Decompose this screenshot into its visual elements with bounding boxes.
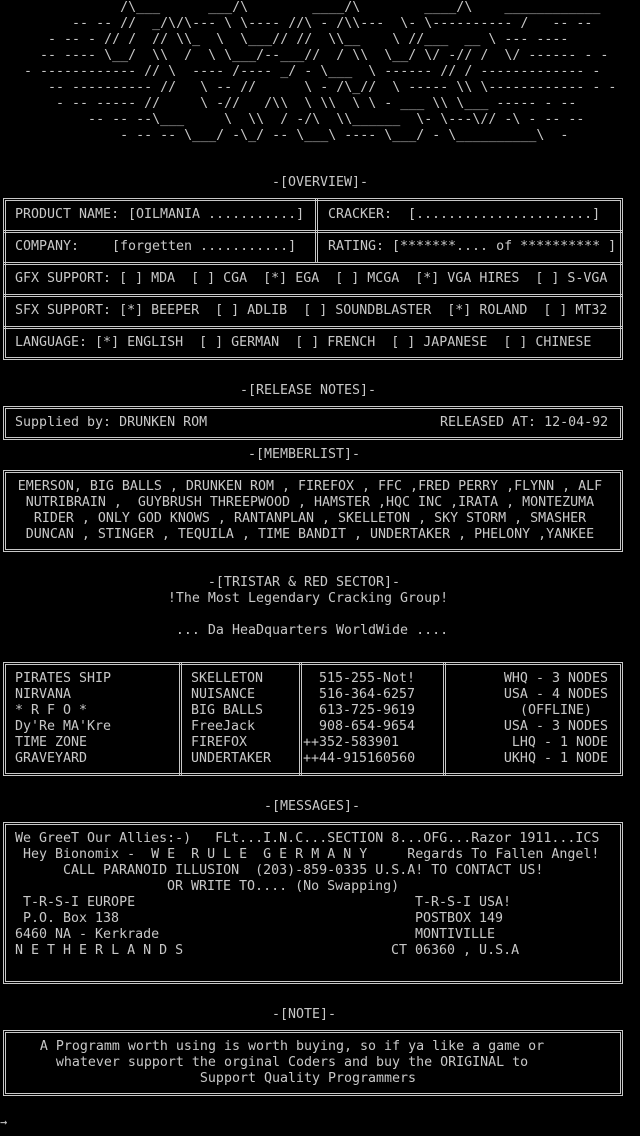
note-line: A Programm worth using is worth buying, so if ya like a game or [39,1039,545,1054]
board-sysop: NUISANCE [191,687,256,702]
prompt-cursor-icon: → [0,1115,8,1129]
memberlist-heading: -[MEMBERLIST]- [247,447,361,462]
board-phone: ++44-915160560 [303,751,416,766]
group-title: -[TRISTAR & RED SECTOR]- [207,575,401,590]
member-line: NUTRIBRAIN , GUYBRUSH THREEPWOOD , HAMSTER ,HQC INC ,IRATA , MONTEZUMA [25,495,595,510]
divider [3,230,623,233]
board-phone: ++352-583901 [303,735,400,750]
supplied-by: Supplied by: DRUNKEN ROM [15,415,208,430]
product-name-value: [OILMANIA ...........] [128,207,305,222]
board-name: GRAVEYARD [15,751,88,766]
board-phone: 908-654-9654 [319,719,416,734]
board-nodes: LHQ - 1 NODE [511,735,608,750]
divider [3,294,623,297]
greetings-line: We GreeT Our Allies:-) FLt...I.N.C...SECTION 8...OFG...Razor 1911...ICS [15,831,600,846]
board-name: TIME ZONE [15,735,88,750]
board-phone: 613-725-9619 [319,703,416,718]
board-name: PIRATES SHIP [15,671,112,686]
rating-label: RATING: [328,239,385,254]
note-line: Support Quality Programmers [199,1071,417,1086]
usa-address-line: T-R-S-I USA! [415,895,512,910]
member-line: EMERSON, BIG BALLS , DRUNKEN ROM , FIREFOX , FFC ,FRED PERRY ,FLYNN , ALF [17,479,603,494]
gfx-support-line: GFX SUPPORT: [ ] MDA [ ] CGA [*] EGA [ ] MCGA [*] VGA HIRES [ ] S-VGA [15,271,608,286]
board-nodes: USA - 4 NODES [503,687,608,702]
board-nodes: (OFFLINE) [519,703,592,718]
product-name-label: PRODUCT NAME: [15,207,120,222]
release-date: RELEASED AT: 12-04-92 [440,415,609,430]
company-value: [forgetten ...........] [112,239,297,254]
language-line: LANGUAGE: [*] ENGLISH [ ] GERMAN [ ] FRENCH [ ] JAPANESE [ ] CHINESE [15,335,592,350]
headquarters-line: ... Da HeaDquarters WorldWide .... [175,623,449,638]
board-phone: 516-364-6257 [319,687,416,702]
board-nodes: UKHQ - 1 NODE [503,751,608,766]
board-name: NIRVANA [15,687,72,702]
board-sysop: SKELLETON [191,671,264,686]
board-sysop: FreeJack [191,719,256,734]
bionomix-line: Hey Bionomix - W E R U L E G E R M A N Y Regards To Fallen Angel! [23,847,600,862]
trsi-ascii-logo: /\___ ___/\ ____/\ ____/\ ____________ -- -- // _/\/\--- \ \---- //\ - /\\--- \- \---------- / -- -- - -- - // / // \\_ \ \___// // \\__ \ //___ __ \ --- ---- -- ---- \__/ \\ / \ \___/--___// / \\ \__/ \/ -// / \/ ------ - - - ------------ // \ ---- /---- _/ - \___ \ ------ // / ------------- - -- ---------- // \ -- // \ - /\_// \ ----- \\ \------------ - - - -- ----- // \ -// /\\ \ \\ \ \ - ___ \\ \___ ----- - -- -- -- --\___ \ \\ / -/\ \\______ \- \---\// -\ - -- -- - -- -- \___/ -\_/ -- \___\ ---- \___/ - \__________\ - [24,0,617,143]
sfx-support-line: SFX SUPPORT: [*] BEEPER [ ] ADLIB [ ] SOUNDBLASTER [*] ROLAND [ ] MT32 [15,303,608,318]
cracker-value: [......................] [408,207,601,222]
board-phone: 515-255-Not! [319,671,416,686]
europe-address-line: N E T H E R L A N D S [15,943,184,958]
divider [443,662,446,776]
board-name: * R F O * [15,703,88,718]
cracker-label: CRACKER: [328,207,393,222]
divider [179,662,182,776]
board-sysop: UNDERTAKER [191,751,272,766]
board-nodes: USA - 3 NODES [503,719,608,734]
note-line: whatever support the orginal Coders and buy the ORIGINAL to [55,1055,529,1070]
overview-heading: -[OVERVIEW]- [271,175,369,190]
board-name: Dy'Re MA'Kre [15,719,112,734]
board-sysop: BIG BALLS [191,703,264,718]
note-heading: -[NOTE]- [271,1007,337,1022]
member-line: RIDER , ONLY GOD KNOWS , RANTANPLAN , SKELLETON , SKY STORM , SMASHER [33,511,587,526]
europe-address-line: 6460 NA - Kerkrade [15,927,160,942]
contact-line: CALL PARANOID ILLUSION (203)-859-0335 U.S.A! TO CONTACT US! [63,863,544,878]
europe-address-line: P.O. Box 138 [23,911,120,926]
divider [3,262,623,265]
europe-address-line: T-R-S-I EUROPE [23,895,136,910]
member-line: DUNCAN , STINGER , TEQUILA , TIME BANDIT , UNDERTAKER , PHELONY ,YANKEE [25,527,595,542]
company-label: COMPANY: [15,239,80,254]
board-sysop: FIREFOX [191,735,248,750]
board-nodes: WHQ - 3 NODES [503,671,608,686]
group-subtitle: !The Most Legendary Cracking Group! [167,591,449,606]
divider [299,662,302,776]
write-line: OR WRITE TO.... (No Swapping) [167,879,400,894]
messages-heading: -[MESSAGES]- [263,799,361,814]
usa-address-line: CT 06360 , U.S.A [391,943,520,958]
divider [315,198,318,263]
divider [3,326,623,329]
usa-address-line: POSTBOX 149 [415,911,504,926]
usa-address-line: MONTIVILLE [415,927,496,942]
release-notes-heading: -[RELEASE NOTES]- [239,383,377,398]
rating-value: [*******.... of ********** ] [392,239,617,254]
